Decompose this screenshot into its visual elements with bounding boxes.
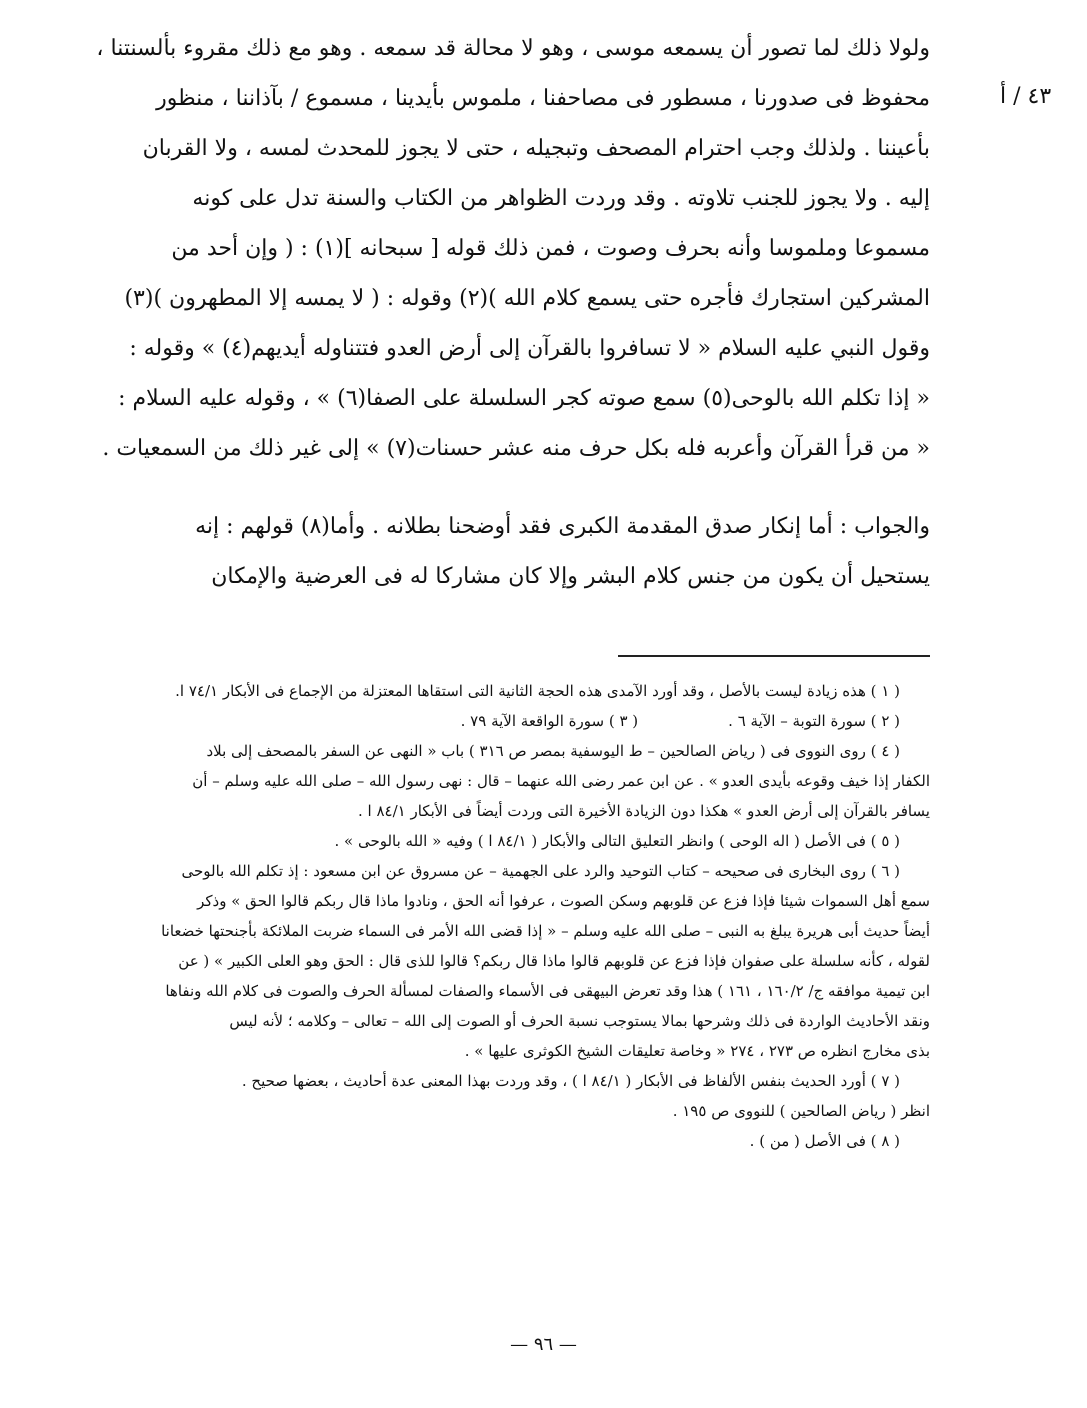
body-line: بأعيننا . ولذلك وجب احترام المصحف وتبجيله ، حتى لا يجوز للمحدث لمسه ، ولا القربان: [142, 136, 930, 161]
footnote-6-line: بذى مخارج انظره ص ٢٧٣ ، ٢٧٤ « وخاصة تعليقات الشيخ الكوثرى عليها » .: [464, 1042, 930, 1060]
body-line: محفوظ فى صدورنا ، مسطور فى مصاحفنا ، ملموس بأيدينا ، مسموع / بآذاننا ، منظور: [156, 86, 930, 111]
margin-folio-note: ٤٣ / أ: [1000, 84, 1052, 109]
paragraph-gap: [94, 474, 930, 502]
footnotes-section: [84, 676, 930, 1156]
body-line: وقول النبي عليه السلام « لا تسافروا بالقرآن إلى أرض العدو فتتناوله أيديهم(٤) » وقوله :: [129, 336, 930, 361]
answer-line: والجواب : أما إنكار صدق المقدمة الكبرى فقد أوضحنا بطلانه . وأما(٨) قولهم : إنه: [195, 514, 930, 539]
footnote-7-line: انظر ( رياض الصالحين ) للنووى ص ١٩٥ .: [672, 1102, 930, 1120]
answer-line: يستحيل أن يكون من جنس كلام البشر وإلا كان مشاركا له فى العرضية والإمكان: [211, 564, 930, 589]
footnote-6-line: ونقد الأحاديث الواردة فى ذلك وشرحها بمالا يستوجب نسبة الحرف أو الصوت إلى الله – تعالى – وكلامه ؛ لأنه ليس: [229, 1012, 930, 1030]
body-line: ولولا ذلك لما تصور أن يسمعه موسى ، وهو لا محالة قد سمعه . وهو مع ذلك مقروء بألسنتنا ،: [96, 36, 930, 61]
footnote-3: ( ٣ ) سورة الواقعة الآية ٧٩ .: [460, 712, 639, 730]
footnote-6-line: ابن تيمية موافقه ج/ ١٦٠/٢ ، ١٦١ ) هذا وقد تعرض البيهقى فى الأسماء والصفات لمسألة الحرف والصوت فى كلام الله ونفاها: [165, 982, 930, 1000]
footnote-6-line: أيضاً حديث أبى هريرة يبلغ به النبى – صلى الله عليه وسلم – « إذا قضى الله الأمر فى السماء ضربت الملائكة بأجنحتها خضعانا: [161, 922, 930, 940]
footnote-5: ( ٥ ) فى الأصل ( اله الوحى ) وانظر التعليق التالى والأبكار ( ٨٤/١ ا ) وفيه « الله بالوحى » .: [334, 832, 900, 850]
footnote-6-line: سمع أهل السموات شيئا فإذا فزع عن قلوبهم وسكن الصوت ، عرفوا أنه الحق ، ونادوا ماذا قال ربكم قالوا الحق » وذكر: [197, 892, 930, 910]
body-line: المشركين استجارك فأجره حتى يسمع كلام الله )(٢) وقوله : ( لا يمسه إلا المطهرون )(٣): [124, 286, 930, 311]
footnote-2-3-row: [84, 706, 930, 736]
body-line: إليه . ولا يجوز للجنب تلاوته . وقد وردت الظواهر من الكتاب والسنة تدل على كونه: [192, 186, 930, 211]
footnote-7-line: ( ٧ ) أورد الحديث بنفس الألفاظ فى الأبكار ( ٨٤/١ ا ) ، وقد وردت بهذا المعنى عدة أحاديث ، بعضها صحيح .: [241, 1072, 900, 1090]
footnote-6-line: لقوله ، كأنه سلسلة على صفوان فإذا فزع عن قلوبهم قالوا ماذا قال ربكم؟ قالوا للذى قال : الحق وهو العلى الكبير » ( عن: [178, 952, 930, 970]
footnote-8: ( ٨ ) فى الأصل ( من ) .: [749, 1132, 900, 1150]
footnote-4-line: ( ٤ ) روى النووى فى ( رياض الصالحين – ط اليوسفية بمصر ص ٣١٦ ) باب « النهى عن السفر بالمصحف إلى بلاد: [206, 742, 900, 760]
footnote-1: ( ١ ) هذه زيادة ليست بالأصل ، وقد أورد الآمدى هذه الحجة الثانية التى استقاها المعتزلة من الإجماع فى الأبكار ٧٤/١ ا.: [175, 682, 900, 700]
main-body-text: [94, 24, 930, 602]
footnote-separator: [618, 655, 930, 657]
body-line: مسموعا وملموسا وأنه بحرف وصوت ، فمن ذلك قوله [ سبحانه ](١) : ( وإن أحد من: [171, 236, 930, 261]
footnote-4-line: يسافر بالقرآن إلى أرض العدو » هكذا دون الزيادة الأخيرة التى وردت أيضاً فى الأبكار ٨٤/١ ا .: [357, 802, 930, 820]
body-line: « إذا تكلم الله بالوحى(٥) سمع صوته كجر السلسلة على الصفا(٦) » ، وقوله عليه السلام :: [118, 386, 930, 411]
footnote-2: ( ٢ ) سورة التوبة – الآية ٦ .: [728, 712, 900, 730]
page-number: — ٩٦ —: [510, 1334, 577, 1355]
body-line: « من قرأ القرآن وأعربه فله بكل حرف منه عشر حسنات(٧) » إلى غير ذلك من السمعيات .: [102, 436, 930, 461]
footnote-4-line: الكفار إذا خيف وقوعه بأيدى العدو » . عن ابن عمر رضى الله عنهما – قال : نهى رسول الله – صلى الله عليه وسلم – أن: [192, 772, 930, 790]
footnote-6-line: ( ٦ ) روى البخارى فى صحيحه – كتاب التوحيد والرد على الجهمية – عن مسروق عن ابن مسعود : إذ تكلم الله بالوحى: [181, 862, 900, 880]
